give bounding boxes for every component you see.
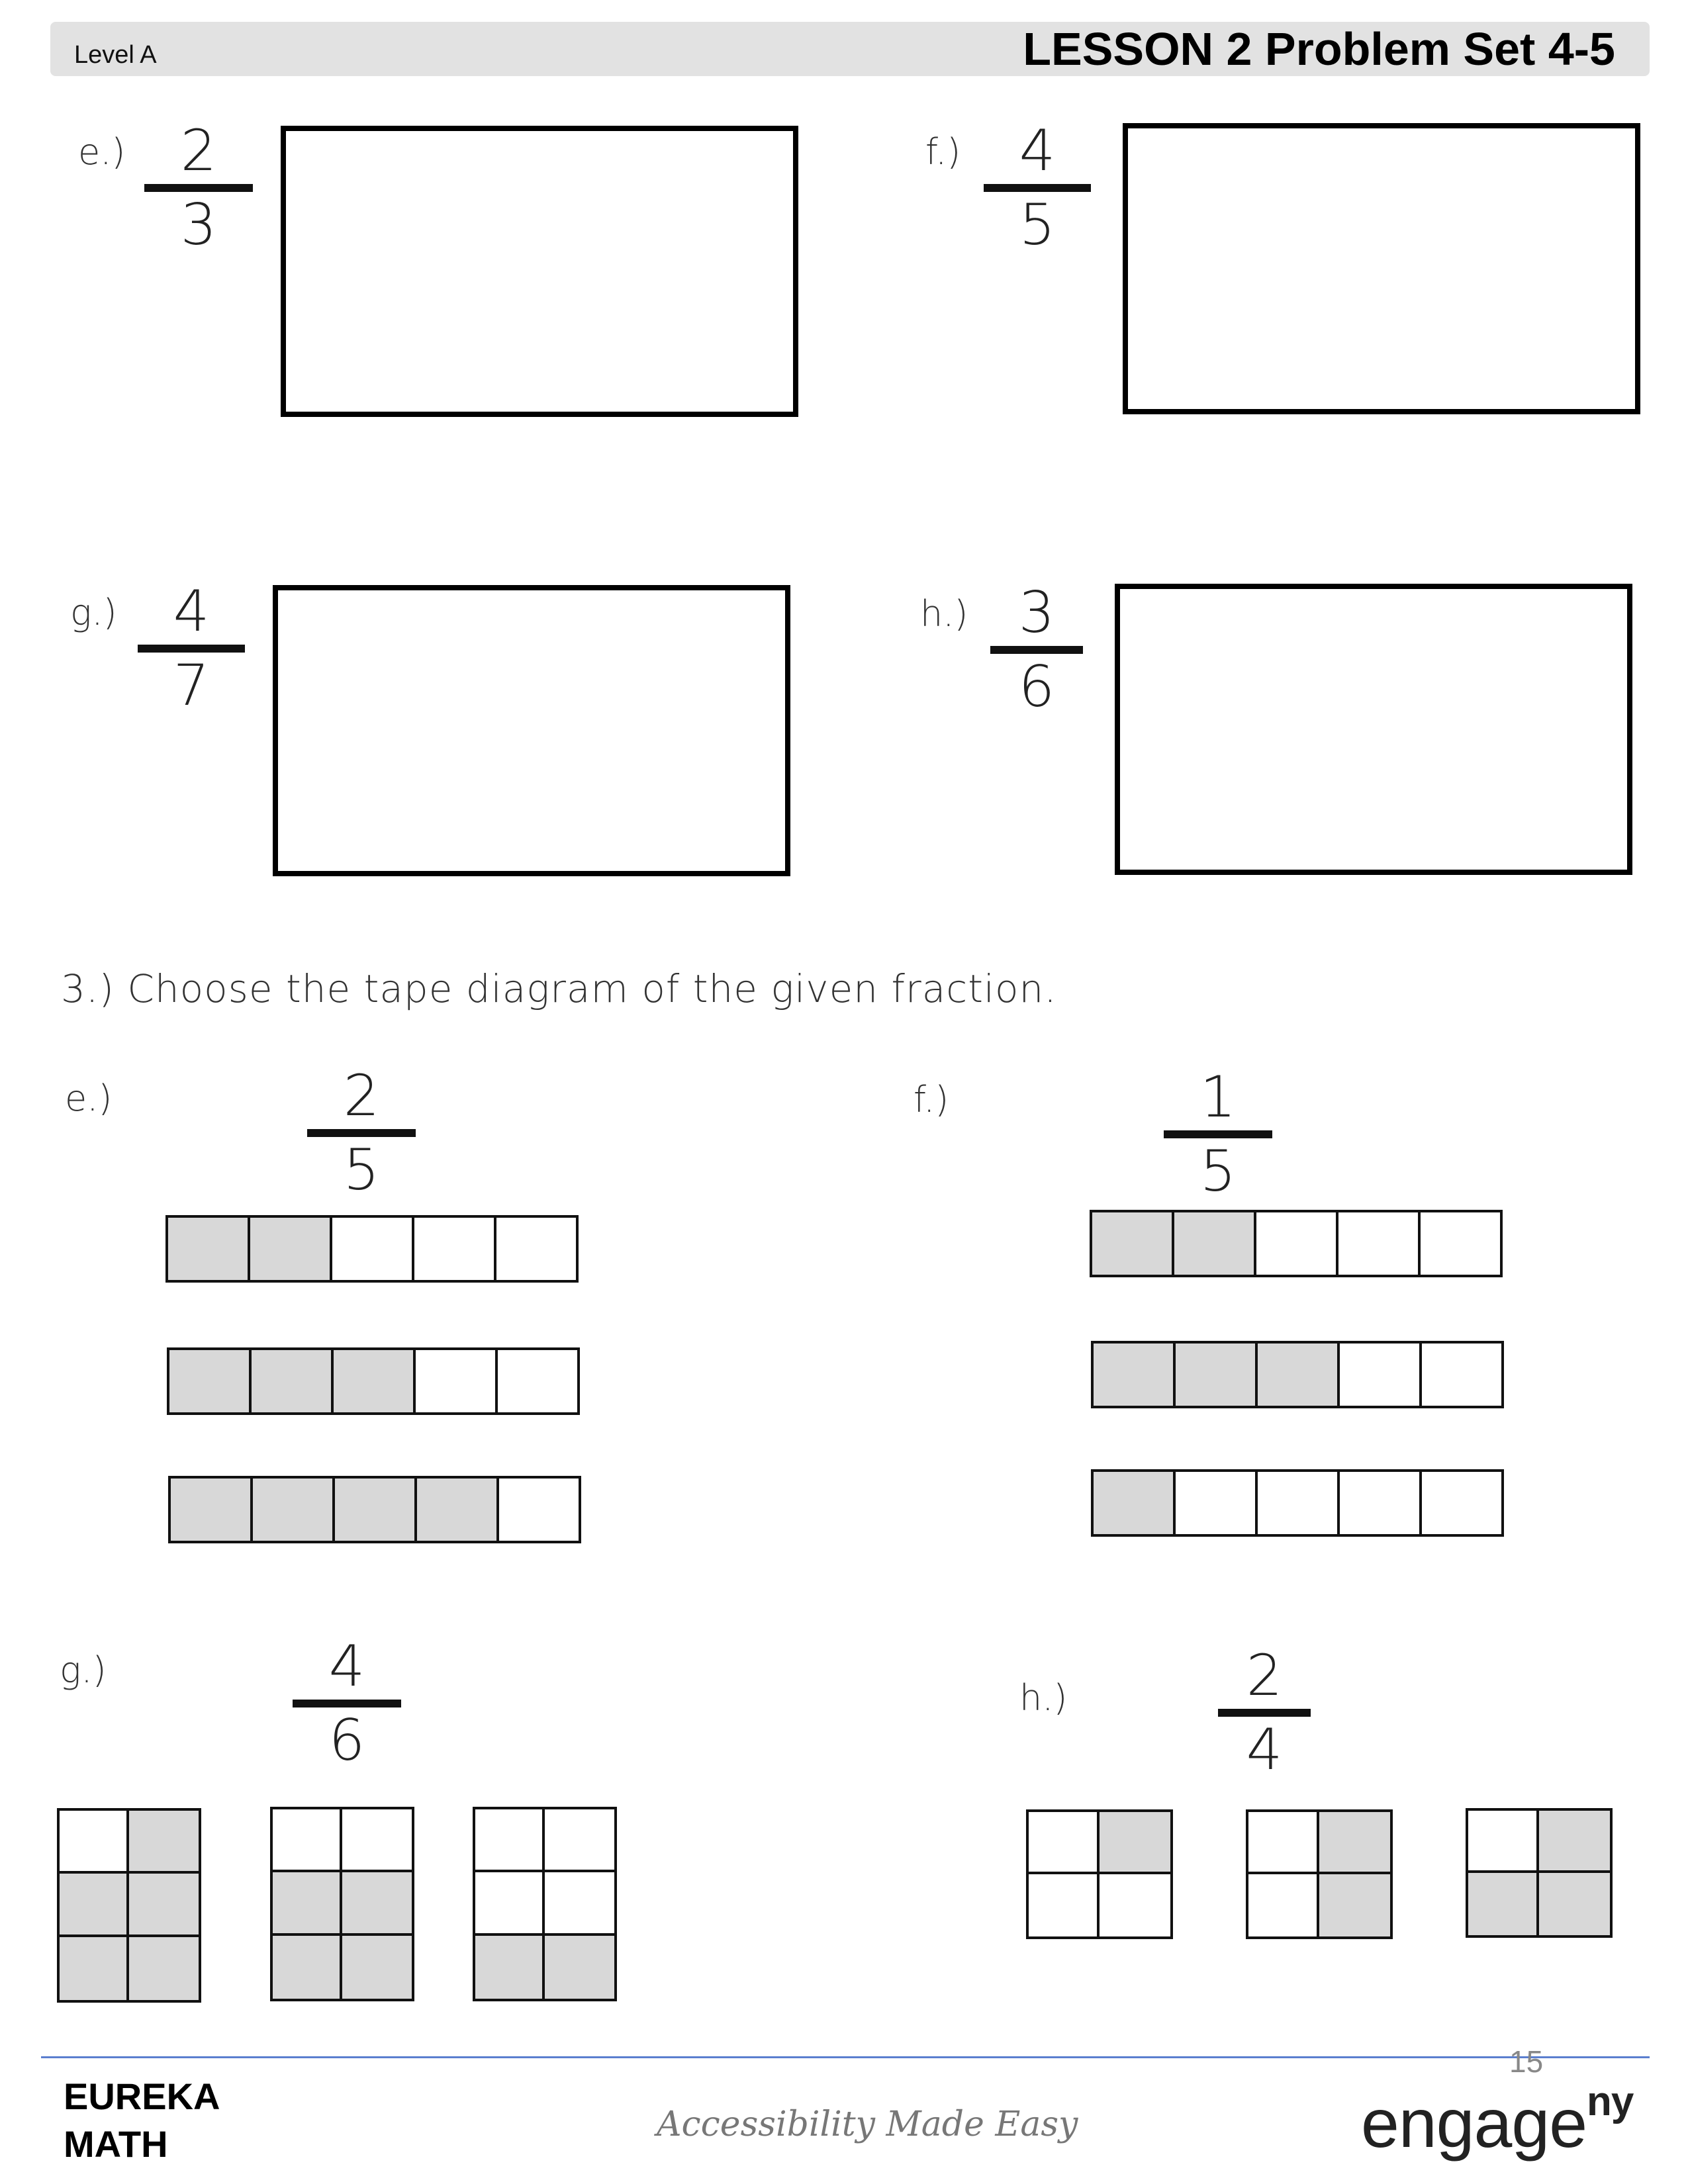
tape-option-f-3[interactable]	[1091, 1469, 1504, 1537]
denominator: 5	[1199, 1138, 1237, 1205]
numerator: 4	[328, 1633, 365, 1700]
grid-cell-shaded	[129, 1874, 199, 1936]
tape-cell-shaded	[335, 1479, 417, 1541]
grid-option-g-1[interactable]	[57, 1808, 201, 2003]
tape-cell-shaded	[1258, 1343, 1340, 1406]
denominator: 4	[1246, 1717, 1283, 1783]
denominator: 7	[173, 653, 210, 719]
grid-cell-empty	[1468, 1811, 1539, 1873]
tape-option-f-2[interactable]	[1091, 1341, 1504, 1408]
grid-cell-empty	[475, 1809, 545, 1872]
numerator: 2	[1246, 1643, 1283, 1709]
problem-label-e: e.)	[78, 131, 126, 173]
grid-option-h-3[interactable]	[1466, 1808, 1613, 1938]
grid-cell-shaded	[129, 1937, 199, 2000]
brand-line-2: MATH	[64, 2123, 168, 2165]
fraction-bar	[984, 184, 1091, 192]
tape-options-f	[1090, 1210, 1504, 1537]
fraction-bar	[144, 184, 253, 192]
tape-cell-empty	[1422, 1472, 1501, 1534]
fraction-bar	[990, 646, 1083, 654]
grid-option-g-3[interactable]	[473, 1807, 617, 2001]
tape-cell-empty	[499, 1479, 579, 1541]
grid-cell-empty	[1029, 1812, 1100, 1874]
tape-cell-empty	[1421, 1212, 1500, 1275]
fraction-h	[990, 580, 1083, 720]
tape-option-e-3[interactable]	[168, 1476, 581, 1543]
tape-cell-shaded	[250, 1218, 332, 1280]
numerator: 3	[1018, 580, 1055, 646]
tape-option-e-2[interactable]	[167, 1347, 580, 1415]
engageny-logo	[1361, 2079, 1634, 2163]
denominator: 5	[1019, 192, 1056, 258]
numerator: 1	[1199, 1064, 1237, 1130]
tape-cell-empty	[1422, 1343, 1501, 1406]
grid-cell-shaded	[1319, 1812, 1390, 1874]
numerator: 4	[173, 578, 210, 645]
problem-label-h: h.)	[920, 593, 968, 635]
fraction-bar	[307, 1129, 416, 1137]
tape-cell-empty	[496, 1218, 576, 1280]
grid-cell-shaded	[1319, 1874, 1390, 1936]
numerator: 2	[180, 118, 217, 184]
level-label: Level A	[74, 41, 157, 69]
grid-cell-empty	[1100, 1874, 1170, 1936]
grid-cell-empty	[342, 1809, 412, 1872]
tape-problem-label-f: f.)	[914, 1079, 949, 1120]
grid-cell-empty	[475, 1872, 545, 1935]
denominator: 3	[180, 192, 217, 258]
grid-cell-empty	[545, 1809, 614, 1872]
tape-problem-label-g: g.)	[60, 1649, 107, 1691]
tape-cell-empty	[1338, 1212, 1421, 1275]
denominator: 6	[328, 1707, 365, 1774]
grid-cell-shaded	[1539, 1811, 1610, 1873]
grid-cell-shaded	[475, 1936, 545, 1999]
grid-cell-shaded	[1100, 1812, 1170, 1874]
tape-cell-empty	[1340, 1343, 1422, 1406]
fraction-e	[144, 118, 253, 258]
denominator: 6	[1018, 654, 1055, 720]
grid-cell-empty	[60, 1811, 129, 1874]
grid-cell-shaded	[342, 1872, 412, 1935]
numerator: 2	[343, 1063, 380, 1129]
tape-cell-shaded	[171, 1479, 253, 1541]
tape-option-e-1[interactable]	[165, 1215, 579, 1283]
tape-cell-shaded	[1094, 1343, 1176, 1406]
tape-cell-shaded	[1094, 1472, 1176, 1534]
fraction-bar	[1164, 1130, 1272, 1138]
grid-cell-shaded	[1468, 1873, 1539, 1935]
footer-divider	[41, 2056, 1650, 2058]
tape-cell-empty	[1340, 1472, 1422, 1534]
tape-fraction-h	[1218, 1643, 1311, 1783]
fraction-bar	[1218, 1709, 1311, 1717]
tape-cell-shaded	[1174, 1212, 1256, 1275]
grid-cell-shaded	[342, 1936, 412, 1999]
logo-main: engage	[1361, 2085, 1587, 2162]
fraction-bar	[293, 1700, 401, 1707]
tape-cell-empty	[332, 1218, 414, 1280]
tape-options-e	[165, 1215, 581, 1543]
tape-cell-shaded	[1176, 1343, 1258, 1406]
grid-cell-empty	[1248, 1874, 1319, 1936]
grid-cell-empty	[1248, 1812, 1319, 1874]
tape-fraction-f	[1164, 1064, 1272, 1205]
grid-cell-shaded	[60, 1874, 129, 1936]
tape-cell-shaded	[168, 1218, 250, 1280]
eureka-math-logo	[64, 2073, 220, 2168]
grid-cell-shaded	[1539, 1873, 1610, 1935]
tape-cell-shaded	[253, 1479, 335, 1541]
page-title: LESSON 2 Problem Set 4-5	[1023, 23, 1615, 75]
page-number: 15	[1509, 2044, 1544, 2079]
drawing-box-f[interactable]	[1123, 123, 1640, 414]
tape-cell-empty	[1256, 1212, 1338, 1275]
drawing-box-g[interactable]	[273, 585, 790, 876]
grid-option-h-1[interactable]	[1026, 1809, 1173, 1939]
grid-cell-shaded	[545, 1936, 614, 1999]
fraction-f	[984, 118, 1091, 258]
tape-cell-shaded	[334, 1350, 416, 1412]
problem-label-g: g.)	[70, 592, 117, 633]
grid-cell-empty	[545, 1872, 614, 1935]
grid-option-h-2[interactable]	[1246, 1809, 1393, 1939]
fraction-g	[138, 578, 245, 719]
problem-label-f: f.)	[925, 131, 961, 173]
section3-instruction: 3.) Choose the tape diagram of the given fraction.	[61, 966, 1057, 1011]
grid-cell-shaded	[129, 1811, 199, 1874]
footer-tagline: Accessibility Made Easy	[657, 2105, 1078, 2144]
tape-fraction-e	[307, 1063, 416, 1203]
drawing-box-e[interactable]	[281, 126, 798, 417]
grid-cell-empty	[1029, 1874, 1100, 1936]
tape-cell-shaded	[1092, 1212, 1174, 1275]
tape-cell-shaded	[252, 1350, 334, 1412]
grid-option-g-2[interactable]	[270, 1807, 414, 2001]
tape-cell-empty	[414, 1218, 496, 1280]
grid-cell-shaded	[273, 1872, 342, 1935]
tape-problem-label-e: e.)	[65, 1077, 113, 1119]
tape-problem-label-h: h.)	[1019, 1677, 1068, 1719]
denominator: 5	[343, 1137, 380, 1203]
brand-line-1: EUREKA	[64, 2075, 220, 2117]
fraction-bar	[138, 645, 245, 653]
tape-cell-empty	[1258, 1472, 1340, 1534]
tape-cell-shaded	[417, 1479, 499, 1541]
tape-cell-shaded	[169, 1350, 252, 1412]
drawing-box-h[interactable]	[1115, 584, 1632, 875]
numerator: 4	[1019, 118, 1056, 184]
tape-cell-empty	[416, 1350, 498, 1412]
logo-sup: ny	[1587, 2079, 1634, 2125]
tape-fraction-g	[293, 1633, 401, 1774]
grid-cell-shaded	[60, 1937, 129, 2000]
grid-cell-shaded	[273, 1936, 342, 1999]
tape-cell-empty	[1176, 1472, 1258, 1534]
grid-cell-empty	[273, 1809, 342, 1872]
tape-option-f-1[interactable]	[1090, 1210, 1503, 1277]
tape-cell-empty	[498, 1350, 577, 1412]
